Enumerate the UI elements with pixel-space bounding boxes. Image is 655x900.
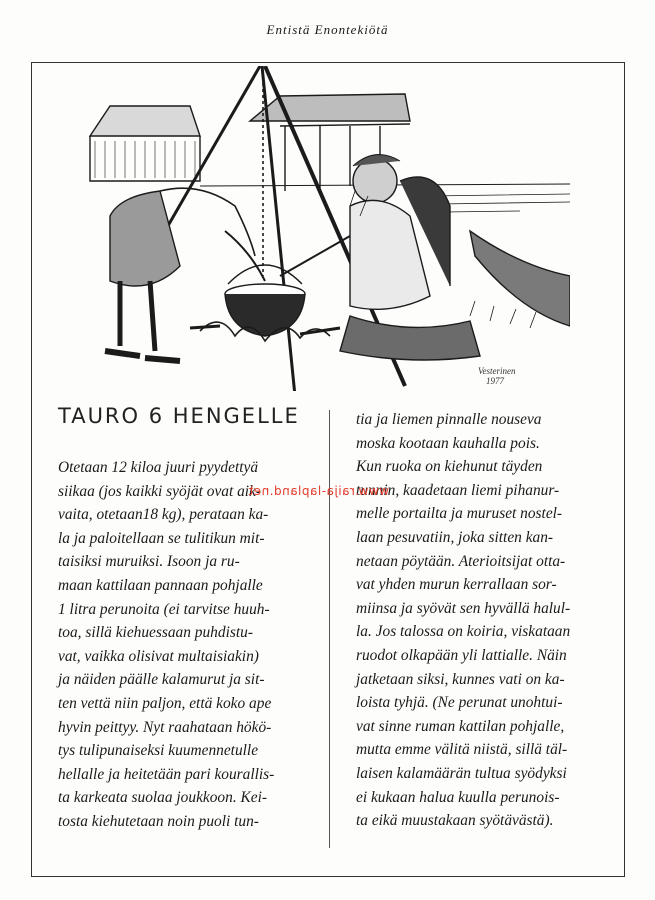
text-line: Otetaan 12 kiloa juuri pyydettyä bbox=[58, 459, 259, 476]
signature-year: 1977 bbox=[486, 376, 504, 386]
left-column bbox=[58, 456, 320, 834]
text-line: moska kootaan kauhalla pois. bbox=[356, 434, 540, 452]
text-line: hyvin peittyy. Nyt raahataan hökö- bbox=[58, 718, 272, 736]
text-line: mutta emme välitä niistä, sillä täl- bbox=[356, 741, 568, 759]
running-head: Entistä Enontekiötä bbox=[266, 22, 389, 37]
text-line: melle portailta ja muruset nostel- bbox=[356, 505, 563, 523]
watermark: www.raija-lapland.net bbox=[248, 484, 390, 498]
text-line: vat, vaikka olisivat multaisiakin) bbox=[58, 647, 259, 665]
text-line: miinsa ja syövät sen hyvällä halul- bbox=[356, 599, 571, 617]
text-line: laan pesuvatiin, joka sitten kan- bbox=[356, 528, 554, 546]
text-line: jatketaan siksi, kunnes vati on ka- bbox=[356, 670, 565, 688]
text-line: ruodot olkapään yli lattialle. Näin bbox=[356, 646, 567, 664]
text-line: maan kattilaan pannaan pohjalle bbox=[58, 576, 263, 594]
text-line: vat yhden murun kerrallaan sor- bbox=[356, 576, 557, 594]
text-line: siikaa (jos kaikki syöjät ovat aik- bbox=[58, 482, 262, 500]
text-line: toa, sillä kiehuessaan puhdistu- bbox=[58, 624, 253, 642]
text-line: laisen kalamäärän tultua syödyksi bbox=[356, 764, 567, 782]
text-line: tia ja liemen pinnalle nouseva bbox=[356, 411, 542, 428]
column-divider bbox=[329, 410, 330, 848]
text-line: la ja paloitellaan se tulitikun mit- bbox=[58, 529, 265, 547]
artist-signature bbox=[478, 366, 516, 386]
text-line: Kun ruoka on kiehunut täyden bbox=[356, 458, 543, 476]
text-line: ten vettä niin paljon, että koko ape bbox=[58, 694, 272, 712]
text-line: ta eikä muustakaan syötävästä). bbox=[356, 812, 554, 830]
text-line: ei kukaan halua kuulla perunois- bbox=[356, 788, 560, 806]
text-line: vat sinne ruman kattilan pohjalle, bbox=[356, 717, 565, 735]
text-line: 1 litra perunoita (ei tarvitse huuh- bbox=[58, 600, 270, 618]
text-line: ta karkeata suolaa joukkoon. Kei- bbox=[58, 789, 268, 807]
text-line: taisiksi muruiksi. Isoon ja ru- bbox=[58, 553, 240, 571]
text-line: tosta kiehutetaan noin puoli tun- bbox=[58, 812, 259, 830]
text-line: tunnin, kaadetaan liemi pihanur- bbox=[356, 481, 560, 499]
text-line: netaan pöytään. Aterioitsijat otta- bbox=[356, 552, 566, 570]
text-line: tys tulipunaiseksi kuumennetulle bbox=[58, 742, 259, 760]
text-line: la. Jos talossa on koiria, viskataan bbox=[356, 623, 571, 641]
campfire-cooking-illustration bbox=[50, 66, 570, 391]
article-title: TAURO 6 HENGELLE bbox=[58, 404, 300, 428]
text-line: vaita, otetaan18 kg), perataan ka- bbox=[58, 506, 269, 524]
signature-name: Vesterinen bbox=[478, 366, 516, 376]
text-line: loista tyhjä. (Ne perunat unohtui- bbox=[356, 694, 563, 712]
right-column bbox=[356, 408, 618, 833]
text-line: ja näiden päälle kalamurut ja sit- bbox=[58, 671, 265, 689]
text-line: hellalle ja heitetään pari kourallis- bbox=[58, 765, 275, 783]
